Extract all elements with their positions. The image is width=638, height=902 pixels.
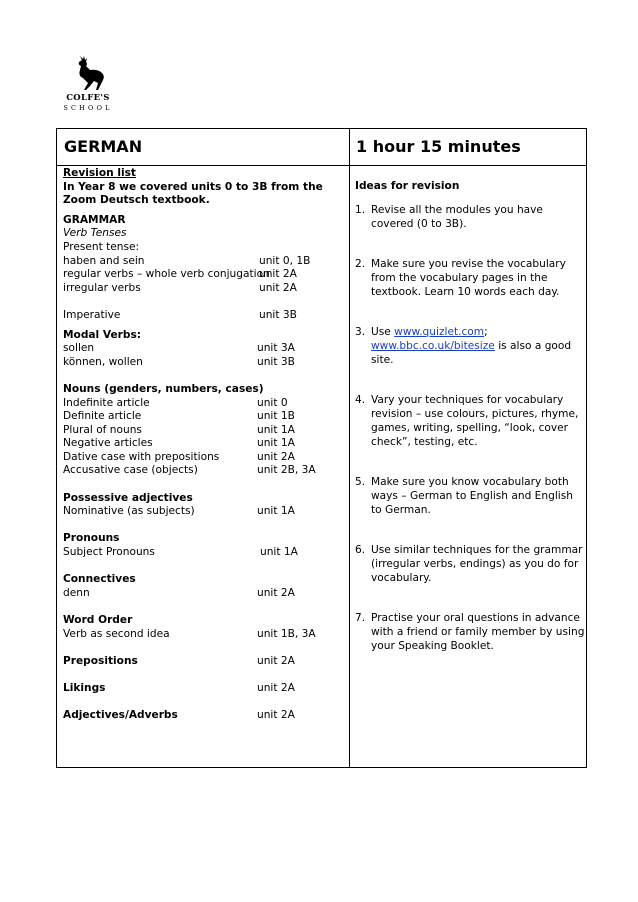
list-item: Likings unit 2A xyxy=(63,681,295,694)
list-item: 3. Use www.quizlet.com; www.bbc.co.uk/bitesize is also a good site. xyxy=(355,326,572,366)
list-item: 1. Revise all the modules you have covered (0 to 3B). xyxy=(355,204,543,230)
list-item: Accusative case (objects) unit 2B, 3A xyxy=(63,464,316,477)
logo-name: COLFE'S xyxy=(66,93,110,103)
ideas-heading: Ideas for revision xyxy=(355,180,460,192)
list-item: 5. Make sure you know vocabulary both ways – German to English and English to German. xyxy=(355,476,573,516)
stag-crest-icon xyxy=(68,56,108,92)
list-item: 2. Make sure you revise the vocabulary from the vocabulary pages in the textbook. Learn 10 words each day. xyxy=(355,258,566,298)
list-item: haben and sein unit 0, 1B xyxy=(63,254,311,267)
revision-list-column xyxy=(63,167,345,723)
ideas-column xyxy=(355,179,585,679)
revision-list-heading: Revision list xyxy=(63,167,136,179)
pronouns-heading: Pronouns xyxy=(63,532,120,545)
list-item: Definite article unit 1B xyxy=(63,410,295,423)
list-item: irregular verbs unit 2A xyxy=(63,281,297,294)
nouns-heading: Nouns (genders, numbers, cases) xyxy=(63,382,264,395)
list-item: Indefinite article unit 0 xyxy=(63,396,288,409)
list-item: Imperative unit 3B xyxy=(63,308,297,321)
grammar-heading: GRAMMAR xyxy=(63,213,126,226)
school-logo xyxy=(58,56,118,112)
list-item: Prepositions unit 2A xyxy=(63,654,295,667)
list-item: Plural of nouns unit 1A xyxy=(63,423,295,436)
list-item: Negative articles unit 1A xyxy=(63,437,295,450)
list-item: 7. Practise your oral questions in advance with a friend or family member by using your Speaking Booklet. xyxy=(355,612,585,652)
list-item: Verb as second idea unit 1B, 3A xyxy=(63,627,316,640)
list-item: Adjectives/Adverbs unit 2A xyxy=(63,709,295,722)
list-item: können, wollen unit 3B xyxy=(63,355,295,368)
quizlet-link[interactable]: www.quizlet.com xyxy=(394,326,485,338)
list-item: Dative case with prepositions unit 2A xyxy=(63,450,295,463)
possessive-heading: Possessive adjectives xyxy=(63,491,193,504)
revision-sheet xyxy=(56,128,587,768)
list-item: denn unit 2A xyxy=(63,586,295,599)
header-divider xyxy=(57,165,586,166)
subject-title: GERMAN xyxy=(64,137,143,156)
intro-text: In Year 8 we covered units 0 to 3B from the Zoom Deutsch textbook. xyxy=(63,180,323,207)
list-item: 4. Vary your techniques for vocabulary revision – use colours, pictures, rhyme, games, writing, spelling, “look, cover check”, testing, etc. xyxy=(355,394,579,448)
bitesize-link[interactable]: www.bbc.co.uk/bitesize xyxy=(371,340,495,352)
modal-verbs-heading: Modal Verbs: xyxy=(63,328,142,341)
verb-tenses-heading: Verb Tenses xyxy=(63,227,127,240)
list-item: Subject Pronouns unit 1A xyxy=(63,546,298,559)
list-item: Nominative (as subjects) unit 1A xyxy=(63,505,295,518)
logo-subtitle: SCHOOL xyxy=(63,104,113,112)
list-item: 6. Use similar techniques for the grammar (irregular verbs, endings) as you do for vocabulary. xyxy=(355,544,583,584)
word-order-heading: Word Order xyxy=(63,614,133,626)
list-item: regular verbs – whole verb conjugation unit 2A xyxy=(63,268,297,281)
present-tense-label: Present tense: xyxy=(63,240,140,253)
connectives-heading: Connectives xyxy=(63,573,136,586)
duration-title: 1 hour 15 minutes xyxy=(356,137,521,156)
list-item: sollen unit 3A xyxy=(63,342,295,355)
column-divider xyxy=(349,129,350,767)
